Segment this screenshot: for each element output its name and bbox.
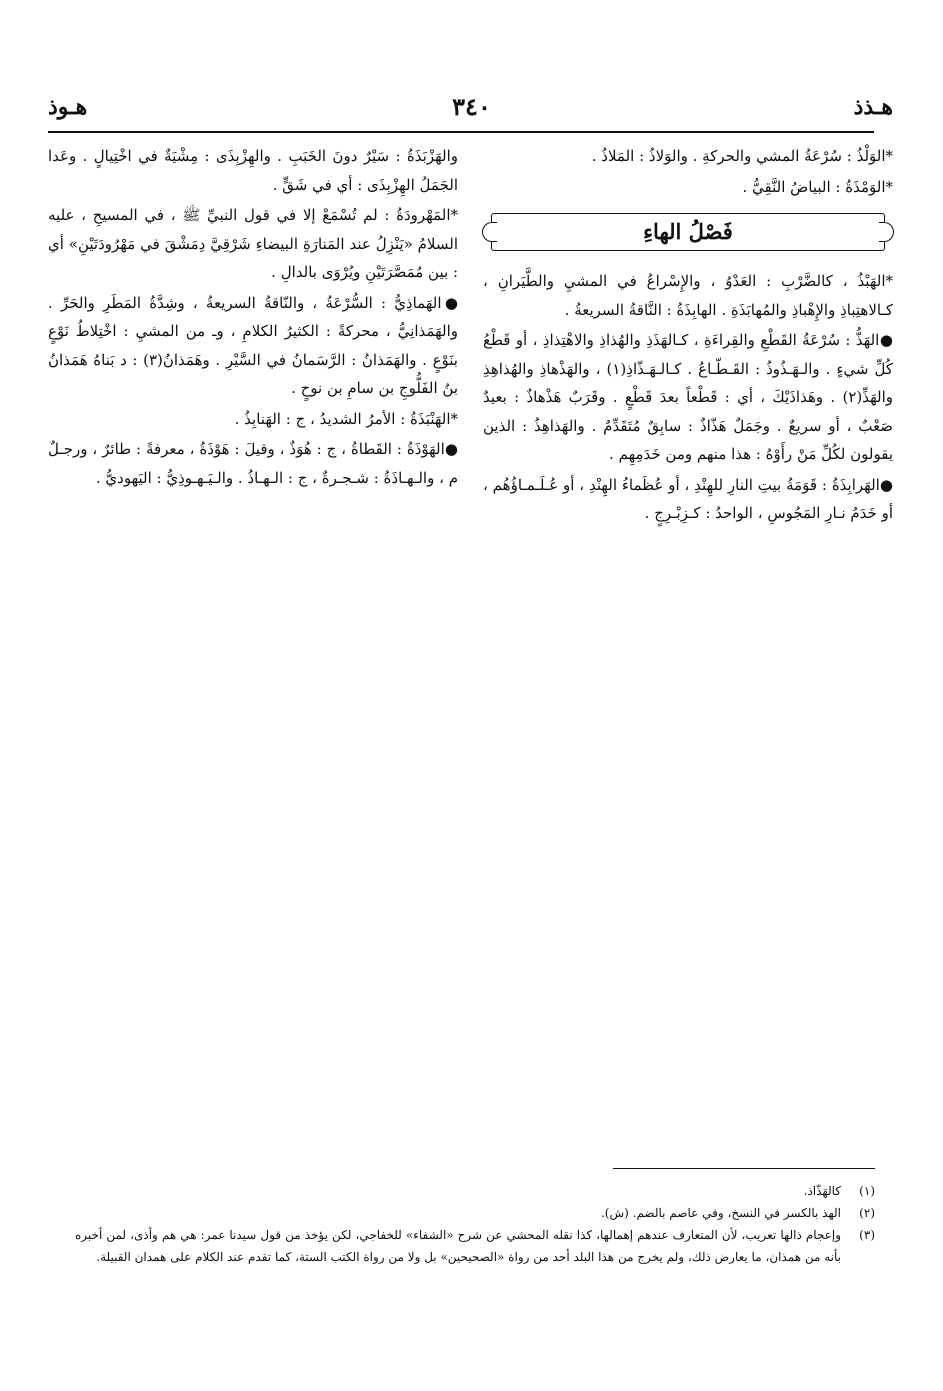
header-divider [48, 131, 874, 133]
entry: ●الهَذُّ : سُرْعَةُ القَطْعِ والقِراءَةِ ، كـالهَذَذِ والهُذاذِ والاهْتِذاذِ ، أو قَطْعُ كُلِّ شيءٍ . والـهَـذُوذُ : القَـطّـاعُ . كـالـهَـذّاذِ(١) ، والهَذْهاذِ والهُذاهِذِ والهَذِّ(٢) . وهَذاذَيْكَ ، أي : قَطْعاً بعدَ قَطْعٍ . وقَرَبٌ هَذْهاذٌ : بعيدٌ صَعْبٌ ، أو سريعٌ . وجَمَلٌ هَذّاذٌ : سابِقٌ مُتَقَدِّمٌ . والهَذاهِذُ : الذين يقولون لكُلِّ مَنْ رأَوْهُ : هذا منهم ومن خَدَمِهِم . [483, 331, 893, 463]
footnote-number: (٣) [859, 1228, 875, 1242]
entry: *الوَلْذُ : سُرْعَةُ المشي والحركةِ . والوَلاذُ : المَلاذُ . [591, 147, 893, 165]
footnote-number: (٢) [859, 1206, 875, 1220]
header-right-keyword: هـذذ [853, 94, 893, 120]
footnote [75, 1224, 875, 1268]
entry: ●الهَوْذَةُ : القَطاةُ ، ج : هُوَذٌ ، وقيلَ : هَوْذَةُ ، معرفةً : طائرٌ ، ورجـلٌ م ، والـهـاذَةُ : شـجـرةٌ ، ج : الـهـاذُ . والـيَـهـوذِيُّ : اليَهوديُّ . [48, 440, 458, 487]
footnote-text: الهذ بالكسر في النسخ، وفي عاصم بالضم. (ش). [600, 1206, 841, 1220]
entry: والهَزْبَذَةُ : سَيْرٌ دونَ الخَبَبِ . والهِزْبِذَى : مِشْيَةٌ في اخْتِيالٍ . وعَدا الجَمَلُ الهِزْبِذَى : أي في شَقٍّ . [48, 147, 458, 194]
entry: *الهَنْبَذَةُ : الأمرُ الشديدُ ، ج : الهَنابِذُ . [234, 409, 458, 428]
entry: ●الهَماذِيُّ : السُّرْعَةُ ، والنّاقةُ السريعةُ ، وشِدَّةُ المَطَرِ والحَرِّ . والهَمَذانِيُّ ، محركةً : الكثيرُ الكلامِ ، وـ من المشيِ : اخْتِلاطُ نَوْعٍ بنَوْعٍ . والهَمَذانُ : الرَّسَمانُ في السَّيْرِ . وهَمَذانُ(٣) : د بَناهُ هَمَذانُ بنُ الفَلُّوجِ بن سامِ بن نوحٍ . [48, 293, 458, 397]
section-heading-box [491, 213, 885, 251]
entry: ●الهَرابِذَةُ : قَوَمَةُ بيتِ النارِ للهِنْدِ ، أو عُظَماءُ الهِنْدِ ، أو عُـلَـمـاؤُهُم ، أو خَدَمُ نـارِ المَجُوسِ ، الواحدُ : كـزِبْـرِجٍ . [483, 475, 893, 522]
footnote [75, 1202, 875, 1224]
section-title: فَصْلُ الهاءِ [643, 218, 733, 244]
footnote [75, 1180, 875, 1202]
footnote-number: (١) [859, 1184, 875, 1198]
right-column [483, 142, 893, 530]
entry: *الوَمْذَةُ : البياضُ النَّقِيُّ . [742, 177, 893, 196]
footnote-text: كالهَذّاذ. [803, 1184, 841, 1198]
footnotes [75, 1180, 875, 1268]
entry: *الهَبْذُ ، كالضَّرْبِ : العَدْوُ ، والإِسْراعُ في المشيِ والطَّيَرانِ ، كـالاهتِباذِ والإِهْباذِ والمُهابَذَةِ . الهابِذَةُ : النَّاقةُ السريعةُ . [483, 272, 893, 319]
entry: *المَهْرودَةُ : لم تُسْمَعْ إلا في قول النبيِّ ﷺ ، في المسيحِ ، عليه السلامُ «يَنْزِلُ عند المَنارَةِ البيضاءِ شَرْقِيَّ دِمَشْقَ في مَهْرُودَتَيْنِ» أي : بين مُمَصَّرَتَيْنِ ويُرْوَى بالدالِ . [48, 206, 458, 281]
footnote-text: وإعجام ذالها تعريب، لأن المتعارف عندهم إهمالها، كذا نقله المحشي عن شرح «الشفاء» للخفاجي، لكن يؤخذ من قول سيدنا عمر: هي هم وأذى، لمن أخبره بأنه من همذان، ما يعارض ذلك، ولم يخرج من هذا البلد أحد من رواة «الصحيحين» بل ولا من رواة الكتب الستة، كما تقدم عند الكلام على همدان القبيلة. [75, 1228, 841, 1264]
left-column [48, 142, 458, 494]
footnote-divider [613, 1168, 875, 1169]
page-number: ٣٤٠ [452, 92, 491, 121]
header-left-keyword: هـوذ [48, 94, 88, 120]
